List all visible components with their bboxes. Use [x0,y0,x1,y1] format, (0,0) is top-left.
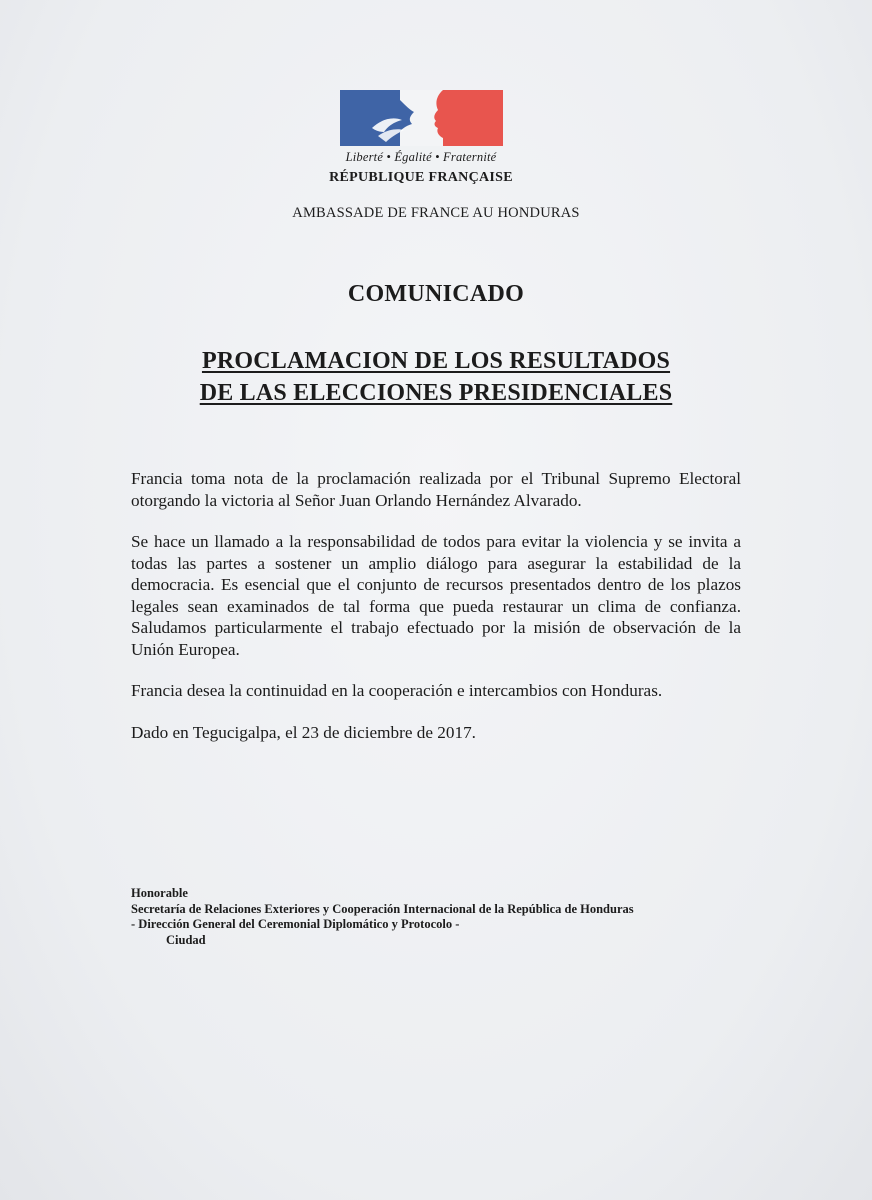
recipient-line: Ciudad [166,932,206,947]
page-title: COMUNICADO [347,281,525,307]
paragraph: Se hace un llamado a la responsabilidad de todos para evitar la violencia y se invita a todas las partes a sostener un amplio diálogo para asegurar la estabilidad de la democracia. Es esencial que el conjunto de recursos presentados dentro de los plazos legales sean examinados de tal forma que pueda restaurar un clima de confianza. Saludamos particularmente el trabajo efectuado por la misión de observación de la Unión Europea. [131,532,741,659]
subtitle-line-1: PROCLAMACION DE LOS RESULTADOS [201,348,671,374]
recipient-line: Secretaría de Relaciones Exteriores y Cooperación Internacional de la República de Honduras [131,901,634,916]
subtitle-line-2: DE LAS ELECCIONES PRESIDENCIALES [199,380,673,406]
recipient-block [131,886,771,948]
date-line: Dado en Tegucigalpa, el 23 de diciembre de 2017. [131,722,476,742]
document-subtitle [0,345,872,409]
recipient-line: - Dirección General del Ceremonial Diplomático y Protocolo - [131,917,460,931]
republic-name: RÉPUBLIQUE FRANÇAISE [329,170,513,185]
paragraph: Francia desea la continuidad en la cooperación e intercambios con Honduras. [131,681,663,700]
paragraph: Francia toma nota de la proclamación realizada por el Tribunal Supremo Electoral otorgando la victoria al Señor Juan Orlando Hernández Alvarado. [131,469,741,510]
embassy-name: AMBASSADE DE FRANCE AU HONDURAS [292,205,580,221]
communique-body [131,468,741,763]
recipient-line: Honorable [131,886,188,900]
republic-motto: Liberté • Égalité • Fraternité [345,150,497,164]
marianne-logo-icon [340,90,503,146]
